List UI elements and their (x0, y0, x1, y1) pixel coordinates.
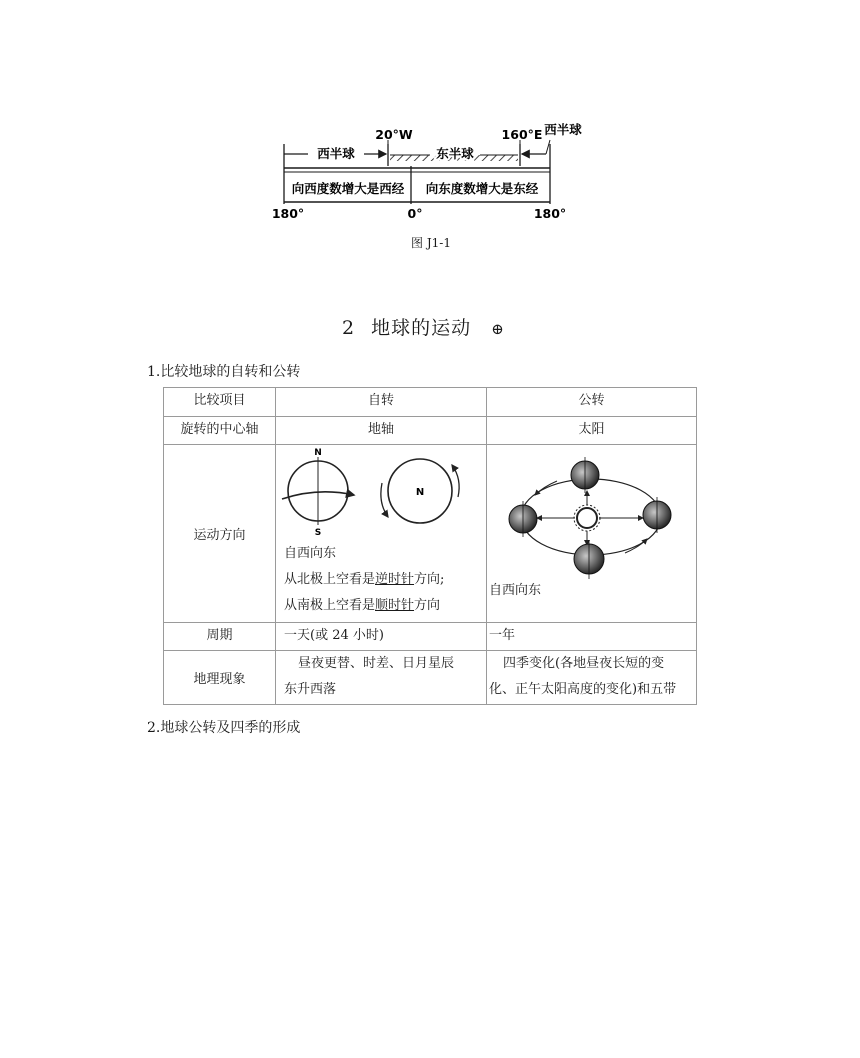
section-number: 2 (342, 317, 356, 339)
polar-north-label: N (415, 487, 425, 498)
period-rotation: 一天(或 24 小时) (276, 623, 487, 651)
longitude-diagram (270, 118, 590, 228)
label-20w: 20°W (375, 127, 413, 142)
header-revolution: 公转 (487, 388, 697, 417)
axis-label: 旋转的中心轴 (164, 417, 276, 445)
globe-north-label: N (314, 448, 322, 458)
table-header-row (164, 388, 697, 417)
tick-180-left: 180° (271, 206, 305, 221)
header-item: 比较项目 (164, 388, 276, 417)
east-longitude-rule: 向东度数增大是东经 (425, 181, 539, 196)
direction-label: 运动方向 (164, 445, 276, 623)
rotation-dir-line3: 从南极上空看是顺时针方向 (284, 598, 441, 613)
phenomena-revolution: 四季变化(各地昼夜长短的变 化、正午太阳高度的变化)和五带 (487, 651, 697, 705)
tick-0: 0° (407, 206, 423, 221)
figure-caption: 图 J1-1 (411, 236, 451, 250)
period-revolution: 一年 (487, 623, 697, 651)
section-title-text: 地球的运动 (371, 317, 472, 339)
table-row-period (164, 623, 697, 651)
counterclockwise-text: 逆时针 (375, 572, 415, 587)
table-row-axis (164, 417, 697, 445)
tick-180-right: 180° (533, 206, 567, 221)
label-160e: 160°E (501, 127, 543, 142)
direction-revolution-cell (487, 445, 697, 623)
phenomena-rotation: 昼夜更替、时差、日月星辰 东升西落 (276, 651, 487, 705)
section-title (342, 313, 505, 340)
west-longitude-rule: 向西度数增大是西经 (291, 181, 405, 196)
clockwise-text: 顺时针 (375, 598, 415, 613)
rotation-dir-line2: 从北极上空看是逆时针方向; (284, 572, 445, 587)
axis-revolution: 太阳 (487, 417, 697, 445)
west-hemisphere-right-label: 西半球 (544, 122, 582, 137)
circle-plus-icon: ⊕ (491, 320, 505, 338)
table-row-direction (164, 445, 697, 623)
west-hemisphere-left-label: 西半球 (317, 146, 355, 161)
rotation-dir-line1: 自西向东 (284, 546, 337, 561)
phenomena-label: 地理现象 (164, 651, 276, 705)
comparison-table (163, 387, 697, 705)
rotation-diagram (276, 447, 481, 543)
period-label: 周期 (164, 623, 276, 651)
header-rotation: 自转 (276, 388, 487, 417)
revolution-direction: 自西向东 (489, 583, 542, 598)
heading-compare: 1.比较地球的自转和公转 (147, 364, 301, 380)
revolution-diagram (487, 451, 695, 581)
east-hemisphere-label: 东半球 (436, 146, 474, 161)
axis-rotation: 地轴 (276, 417, 487, 445)
table-row-phenomena (164, 651, 697, 705)
heading-seasons: 2.地球公转及四季的形成 (147, 720, 301, 736)
globe-south-label: S (314, 528, 322, 538)
direction-rotation-cell (276, 445, 487, 623)
